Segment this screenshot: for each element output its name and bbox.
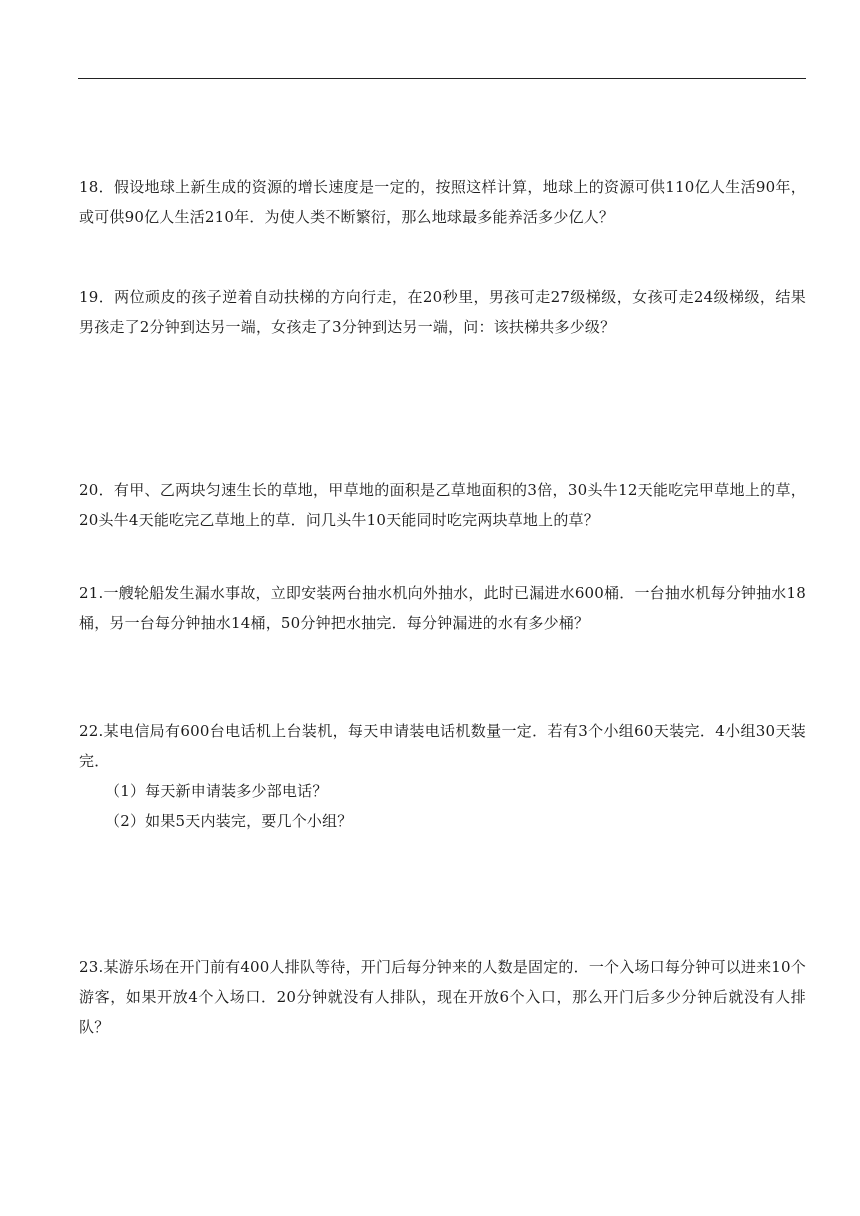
problem-18: [79, 172, 806, 232]
problem-body: 两位顽皮的孩子逆着自动扶梯的方向行走，在20秒里，男孩可走27级梯级，女孩可走24级梯级，结果男孩走了2分钟到达另一端，女孩走了3分钟到达另一端，问：该扶梯共多少级？: [79, 288, 807, 336]
problem-text: [79, 282, 806, 342]
problem-body: 假设地球上新生成的资源的增长速度是一定的，按照这样计算，地球上的资源可供110亿人生活90年，或可供90亿人生活210年．为使人类不断繁衍，那么地球最多能养活多少亿人？: [79, 178, 807, 226]
problem-text: [79, 716, 806, 776]
header-rule: [78, 78, 806, 79]
sub-question-2: （2）如果5天内装完，要几个小组？: [105, 812, 353, 830]
problem-body: 某电信局有600台电话机上台装机，每天申请装电话机数量一定．若有3个小组60天装完．4小组30天装完．: [79, 722, 806, 770]
problem-body: 有甲、乙两块匀速生长的草地，甲草地的面积是乙草地面积的3倍，30头牛12天能吃完甲草地上的草，20头牛4天能吃完乙草地上的草．问几头牛10天能同时吃完两块草地上的草？: [79, 481, 807, 529]
problem-text: [79, 578, 806, 638]
problem-number: 19．: [79, 288, 115, 306]
problem-20: [79, 475, 806, 535]
problem-text: [79, 172, 806, 232]
problem-23: [79, 952, 806, 1042]
problem-number: 21.: [79, 584, 104, 602]
problem-21: [79, 578, 806, 638]
problem-body: 一艘轮船发生漏水事故，立即安装两台抽水机向外抽水，此时已漏进水600桶．一台抽水机每分钟抽水18桶，另一台每分钟抽水14桶，50分钟把水抽完．每分钟漏进的水有多少桶？: [79, 584, 806, 632]
problem-body: 某游乐场在开门前有400人排队等待，开门后每分钟来的人数是固定的．一个入场口每分钟可以进来10个游客，如果开放4个入场口．20分钟就没有人排队，现在开放6个入口，那么开门后多少分钟后就没有人排队？: [79, 958, 806, 1036]
problem-number: 20．: [79, 481, 114, 499]
problem-number: 22.: [79, 722, 104, 740]
problem-number: 23.: [79, 958, 104, 976]
problem-text: [79, 475, 806, 535]
problem-number: 18．: [79, 178, 114, 196]
sub-question-1: （1）每天新申请装多少部电话？: [105, 782, 328, 800]
problem-19: [79, 282, 806, 342]
problem-text: [79, 952, 806, 1042]
problem-22: [79, 716, 806, 836]
